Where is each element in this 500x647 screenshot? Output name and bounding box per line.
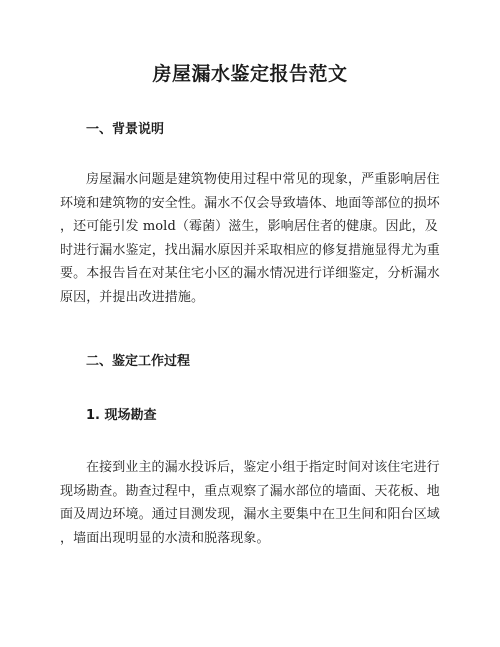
paragraph-line: ，墙面出现明显的水渍和脱落现象。 [60,530,270,546]
document-title: 房屋漏水鉴定报告范文 [152,63,348,85]
paragraph-line: 要。本报告旨在对某住宅小区的漏水情况进行详细鉴定，分析漏水 [60,266,440,281]
paragraph-line: 在接到业主的漏水投诉后，鉴定小组于指定时间对该住宅进行 [86,460,440,475]
section-heading-background: 一、背景说明 [86,122,165,137]
paragraph-line: 原因，并提出改进措施。 [60,289,205,305]
paragraph-line: 面及周边环境。通过目测发现，漏水主要集中在卫生间和阳台区域 [60,507,440,522]
site-survey-paragraph [60,456,445,550]
paragraph-line: 环境和建筑物的安全性。漏水不仅会导致墙体、地面等部位的损坏 [60,195,440,211]
section-heading-process: 二、鉴定工作过程 [86,354,191,369]
subsection-heading-site-survey: 1. 现场勘查 [86,408,157,423]
paragraph-line: 时进行漏水鉴定，找出漏水原因并采取相应的修复措施显得尤为重 [60,242,440,258]
paragraph-line: 房屋漏水问题是建筑物使用过程中常见的现象，严重影响居住 [86,172,440,187]
paragraph-line: ，还可能引发 mold（霉菌）滋生，影响居住者的健康。因此，及 [60,219,438,234]
background-paragraph [60,168,445,309]
paragraph-line: 现场勘查。勘查过程中，重点观察了漏水部位的墙面、天花板、地 [60,483,440,499]
